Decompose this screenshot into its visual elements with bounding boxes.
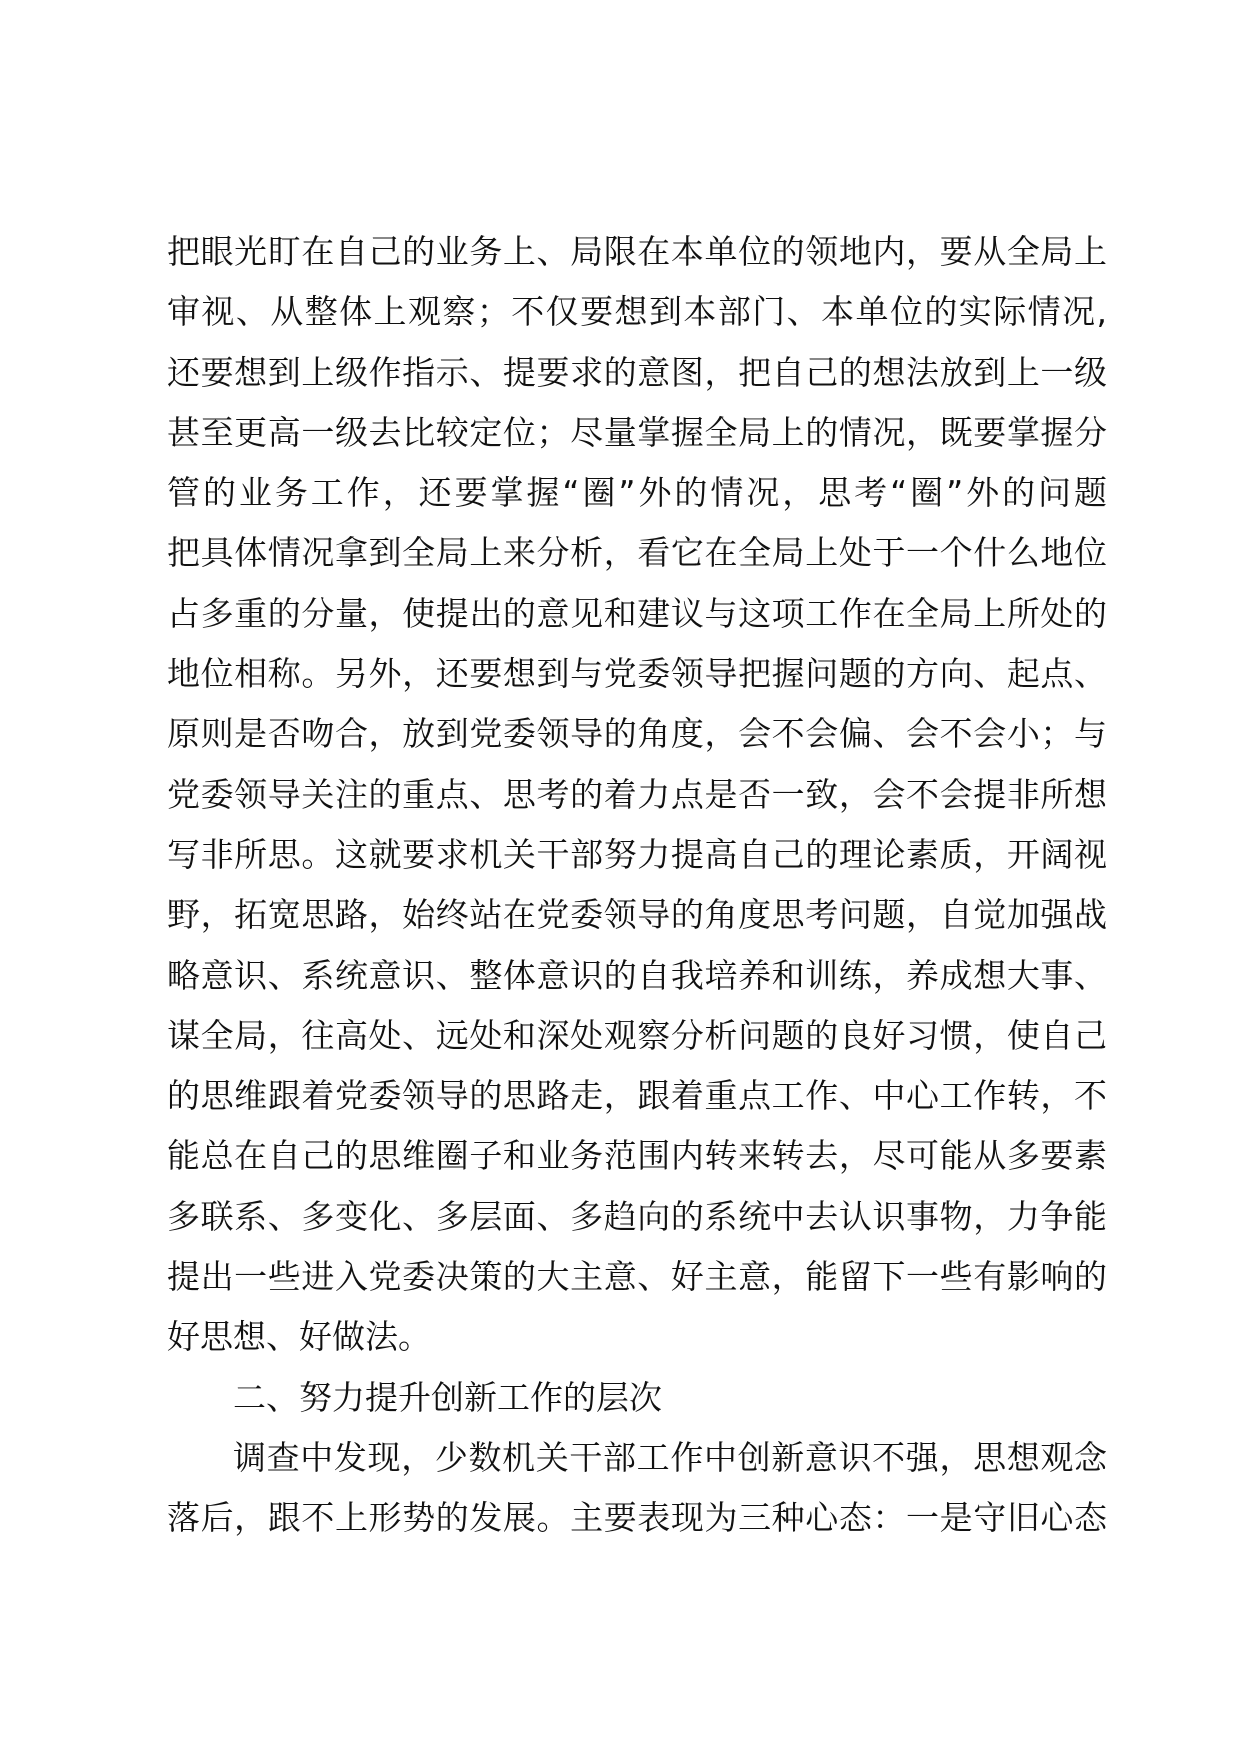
paragraph-line: 略意识、系统意识、整体意识的自我培养和训练，养成想大事、 [167,955,1107,995]
paragraph-line: 提出一些进入党委决策的大主意、好主意，能留下一些有影响的 [167,1257,1107,1297]
body-text [167,222,1107,1549]
paragraph-line: 写非所思。这就要求机关干部努力提高自己的理论素质，开阔视 [167,834,1107,874]
paragraph-line-last: 好思想、好做法。 [167,1317,431,1357]
paragraph-line: 能总在自己的思维圈子和业务范围内转来转去，尽可能从多要素 [167,1136,1107,1176]
paragraph-line: 谋全局，往高处、远处和深处观察分析问题的良好习惯，使自己 [167,1015,1107,1055]
paragraph-line: 把具体情况拿到全局上来分析，看它在全局上处于一个什么地位 [167,533,1107,573]
paragraph-line: 落后，跟不上形势的发展。主要表现为三种心态：一是守旧心态 [167,1498,1107,1538]
paragraph-line: 调查中发现，少数机关干部工作中创新意识不强，思想观念 [233,1437,1107,1477]
paragraph-line: 甚至更高一级去比较定位；尽量掌握全局上的情况，既要掌握分 [167,412,1107,452]
section-heading: 二、努力提升创新工作的层次 [233,1377,662,1417]
paragraph-line: 原则是否吻合，放到党委领导的角度，会不会偏、会不会小；与 [167,714,1107,754]
paragraph-line: 多联系、多变化、多层面、多趋向的系统中去认识事物，力争能 [167,1196,1107,1236]
paragraph-line: 审视、从整体上观察；不仅要想到本部门、本单位的实际情况, [167,292,1107,332]
paragraph-line: 党委领导关注的重点、思考的着力点是否一致，会不会提非所想 [167,774,1107,814]
paragraph-line: 地位相称。另外，还要想到与党委领导把握问题的方向、起点、 [167,654,1107,694]
paragraph-line: 野，拓宽思路，始终站在党委领导的角度思考问题，自觉加强战 [167,895,1107,935]
paragraph-line: 还要想到上级作指示、提要求的意图，把自己的想法放到上一级 [167,352,1107,392]
paragraph-line: 的思维跟着党委领导的思路走，跟着重点工作、中心工作转，不 [167,1076,1107,1116]
paragraph-line: 把眼光盯在自己的业务上、局限在本单位的领地内，要从全局上 [167,232,1107,271]
paragraph-line: 管的业务工作，还要掌握“圈”外的情况，思考“圈”外的问题 [167,473,1107,513]
paragraph-line: 占多重的分量，使提出的意见和建议与这项工作在全局上所处的 [167,593,1107,633]
